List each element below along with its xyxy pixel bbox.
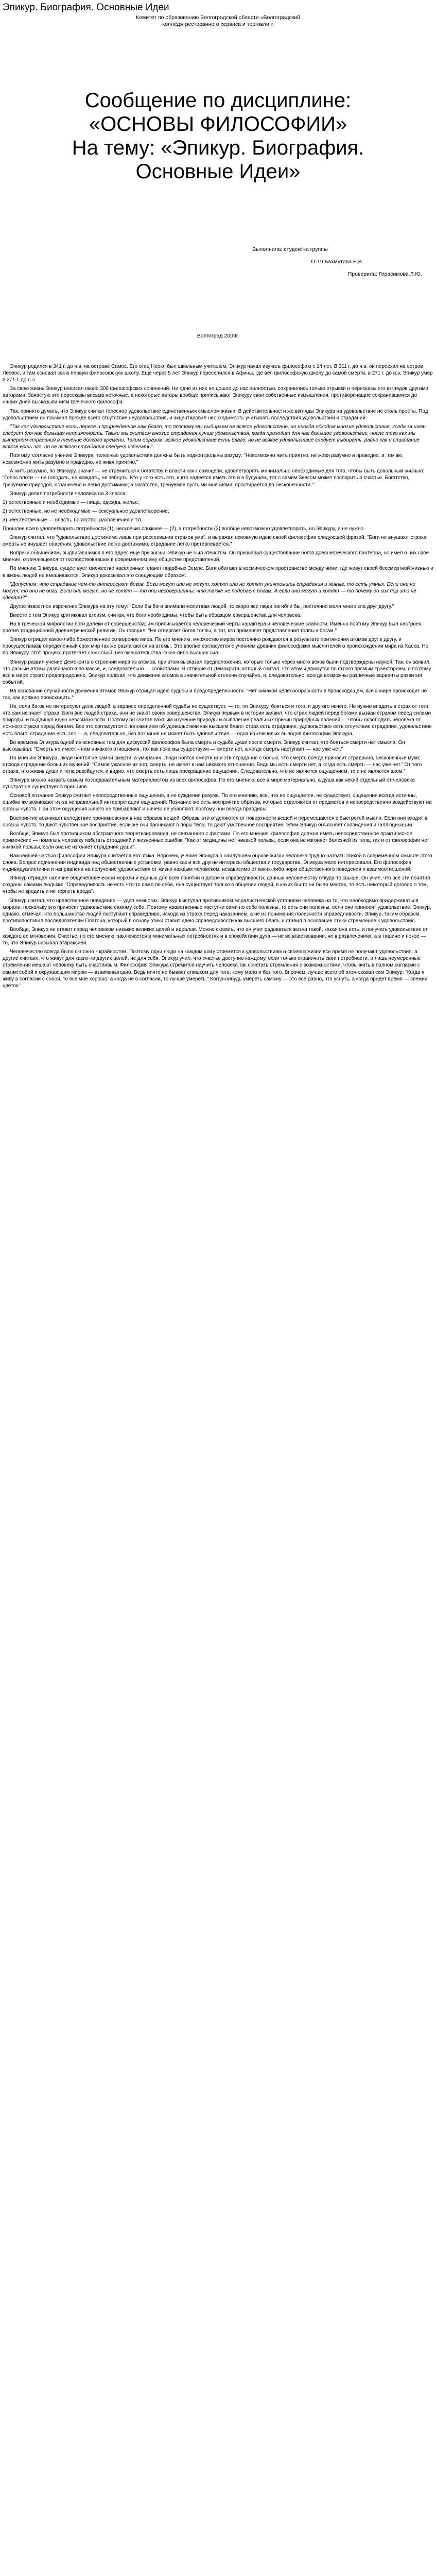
paragraph: Основой познания Эпикур считает непосредственные ощущения, а не суждения разума. По его мнению, все, что не ощущается, не существует, ощущения всегда истинны, ошибки же возникают из-за неправильной интерпретации ощущений. Познание же есть восприятие образов, которые отделяются от предметов и непосредственно воздействуют на органы чувств. При этом ощущения ничего не прибавляют и ничего не убавляют, поэтому они всегда правдивы. <box>3 793 432 812</box>
paragraph: Эпикур отрицал какое-либо божественное сотворение мира. По его мнению, множество миров постоянно рождаются в результате притяжения атомов друг к другу, и просуществовав определенный срок мир так же разлагаются на атомы. Это вполне согласуется с учением древних философских мыслителей о происхождении мира из Хаоса. Но, по Эпикуру, этот процесс протекает сам собой, без вмешательства каких-либо высших сил. <box>3 637 430 656</box>
paragraph: На основании случайности движения атомов Эпикур отрицал идею судьбы и предопределенности. "Нет никакой целесообразности в происходящем, все в мире происходит не так, как должно происходить." <box>3 688 427 701</box>
paragraph: Поэтому, согласно учению Эпикура, телесные удовольствия должны быть подконтрольны разуму: "Невозможно жить приятно, не живя разумно и праведно, и, так же, невозможно жить разумно и праведно, не живя приятно." <box>3 453 404 466</box>
paragraph: Эпикура можно назвать самым последовательным материалистом из всех философов. По его мнению, все в мире материально, а душа как некий отдельный от человека субстрат не существует в принципе. <box>3 777 415 790</box>
paragraph: Другое известное изречение Эпикура на эту тему: "Если бы боги внимали молитвам людей, то скоро все люди погибли бы, постоянно моля много зла друг другу." <box>10 603 394 609</box>
body-text <box>3 363 433 991</box>
paragraph: А жить разумно, по Эпикуру, значит — не стремиться к богатству и власти как к самоцели, удовлетворять минимально необходимые для того, чтобы быть довольным жизнью: "Голос плоти — не голодать, не жаждать, не зябнуть. Кто у кого есть это, и кто надеется иметь это и в будущем, тот с самим Зевсом может поспорить о счастье. Богатство, требуемое природой, ограничено и легко достижимо; а богатство, требуемое пустыми мнениями, простирается до бесконечности." <box>3 468 424 488</box>
signature-author-label: Выполнила: студентка группы <box>252 246 328 252</box>
paragraph: Эпикур отрицал наличие общечеловеческой морали и единых для всех понятий о добре и справедливости, данных человечеству откуда-то свыше. Он учил, что все эти понятия созданы самими людьми: "Справедливость не есть что-то само по себе, она существует только в общении людей, в каких бы то ни было местах, то есть некоторый договор о том, чтобы не вредить и не терпеть вреда". <box>3 875 430 895</box>
paragraph: По мнению Эпикура, люди боятся не самой смерти, а умирания. Люди боятся смерти или эти страдания с болью, что смерть всегда приносит страдания, бесконечные муки; отсюда страдание больших мучений: "Самое ужасное из зол, смерть, не имеет к нам никакого отношения. Ведь мы есть смерти нет, а когда есть смерть — нас уже нет." От того страха, что жизнь души и тела разойдутся, и видно, что смерть есть лишь прекращение ощущения. Следовательно, что не является ощущением, то и не является злом." <box>3 755 422 774</box>
main-title-line-2: «ОСНОВЫ ФИЛОСОФИИ» <box>89 113 347 135</box>
main-title-line-3: На тему: «Эпикур. Биография. <box>72 137 364 159</box>
signature-reviewer: Проверила: Герасимова Л.Ю. <box>347 271 422 277</box>
paragraph: Эпикур считал, что "удовольствие достижимо лишь при рассеивании страхов ума", и выражал основную идею своей философии следующей фразой: "Боги не внушают страха, смерть не внушает опасения, удовольствие легко достижимо, страдание легко претерпевается." <box>3 535 428 548</box>
paragraph: Вообще, Эпикур не ставит перед человеком никаких великих целей и идеалов. Можно сказать, что он учит радоваться жизни такой, какая она есть, и получать удовольствие от каждого ее мгновения. Счастье, по его мнению, заключается в минимальных потребностях и в спокойствии духа — не во властвовании, не в развлечениях, а в тишине и покое — то, что Эпикур называл атараксией. <box>3 926 428 946</box>
paragraph: Вообще, Эпикур был противником абстрактного теоретизирования, не связанного с фактами. По его мнению, философия должна иметь непосредственное практическое применение — помогать человеку избегать страданий и жизненных ошибок: "Как от медицины нет никакой пользы, если она не изгоняет болезней из тела, так и от философии нет никакой пользы, если она не изгоняет страдания души". <box>3 831 429 850</box>
paragraph: Вместе с тем Эпикур критиковал атеизм, считая, что боги необходимы, чтобы быть образцом совершенства для человека. <box>10 613 302 618</box>
paragraph: Так, принято думать, что Эпикур считал телесное удовольствие единственным смыслом жизни. В действительности же взгляды Эпикура на удовольствие не столь просты. Под удовольствием он понимал прежде всего отсутствие неудовольствия, и акцентировал необходимость учитывать последствия удовольствий и страданий: <box>3 408 428 421</box>
paragraph: Во времена Эпикура одной из основных тем для дискуссий философов была смерть и судьба души после смерти. Эпикур считал, что бояться смерти нет смысла. Он высказывал: "Смерть не имеет к нам никакого отношения, так как пока мы существуем — смерти нет, а когда смерть наступает — нас уже нет." <box>3 739 405 752</box>
paragraph: По мнению Эпикура, существует множество населенных планет подобных Земле. Боги обитают в космическом пространстве между ними, где живут своей бессмертной жизнью и в жизнь людей не вмешиваются. Эпикур доказывал это следующим образом: <box>3 566 433 579</box>
paragraph: "Допустим, что страдание чем-то интересуют богов. Боги могут или не могут, хотят или не хотят уничтожить страдания и живые, то есть умных. Если они не могут, то они не боги. Если они могут, но не хотят — то они несовершенны, что также не подобает богам. А если они могут и хотят — то почему до сих пор это не сделали?" <box>3 581 416 601</box>
signature-block <box>252 246 422 283</box>
paragraph: Эпикур родился в 341 г. до н.э. на острове Самос. Его отец Неокл был школьным учителем. Эпикур начал изучать философию с 14 лет. В 311 г. до н.э. он переехал на остров Лесбос, и там основал свою первую философскую школу. Еще через 5 лет Эпикур переселился в Афины, где вел философскую школу до самой смерти, в 271 г. до н.э. Эпикур умер в 271 г. до н.э. <box>3 364 433 383</box>
paragraph: Эпикур делил потребности человека на 3 класса: <box>10 490 127 497</box>
paragraph: Эпикур считал, что нравственное поведение — удел немногих. Эпикур выступал противником моралистической установки человека на то, что необходимо придерживаться морали, поскольку это приносит удовольствие самому себе. Поэтому нравственные поступки сами по себе полезны, то есть они полезны, если они приносят удовольствие. Эпикур, однако, отмечал, что большинство людей поступают справедливо, исходя из страха перед наказанием, а не из понимания полезности справедливости. Эпикур, таким образом, противопоставил последователям Платона, который в основу этики ставит идею справедливости как высшего блага, и ставил в основание этики стремление к удовольствию. <box>3 897 431 924</box>
city-year: Волгоград 2009г. <box>197 333 239 339</box>
paragraph: Но, если богов не интересуют дела людей, а заранее определенной судьбы не существует, — то, по Эпикуру, бояться и того, и другого нечего. Не нужно впадать в страх от того, что сам не знает страха. Боги вне людей страха, они не знают своих совершенства. Эпикур первым в истории заявил, что страх людей перед богами вызван страхом перед силами природы, и выдвинул идею невозможности. Поэтому он считал важным изучение природы и выявление реальных причин природных явлений — чтобы освободить человека от ложного страха перед богами. Все это согласуется с положением об удовольствии как высшем благе: страх есть страдание, удовольствие есть отсутствие страдания, удовольствие есть благо, страдание есть зло — а, следовательно, без познания не может быть удовольствия — одна из ключевых выводов философии Эпикура. <box>3 704 432 737</box>
paragraph: 1) естественные и необходимые — пища, одежда, жилье; <box>3 499 139 505</box>
signature-author-name: О-19 Бахмутова Е.В. <box>311 259 363 265</box>
paragraph: Но в греческой мифологии боги далеки от совершенства: им приписывается человеческий черты характера и человеческие слабости. Именно поэтому Эпикур был настроен против традиционной древнегреческой религии. Он говорил: "Не отвергает богов толпы, а тот, кто применяет представления толпы к богам." <box>3 621 422 634</box>
committee-header <box>31 14 405 28</box>
paragraph: 3) неестественные — власть, богатство, развлечения и т.п. <box>3 517 143 523</box>
committee-line-1: Комитет по образованию Волгоградской области «Волгоградский <box>136 14 300 21</box>
paragraph: Человечество всегда было склонно к крайностям. Поэтому одни люди на каждом шагу стремятся к удовольствиям и своем в жизни все время не получают удовольствия, а другие считают, что живут для каких-то других целей, не для себя. Эпикур учил, что счастье доступно каждому, если только ограничить свои потребности, и лишь неумеренные стремления мешают человеку быть счастливым. Философия Эпикура стремится научить человека так сочетать стремления с возможностями, чтобы жить в полном согласии с самим собой и окружающим миром — взаимовыгодно. Ведь ничто не бывает слишком для того, кому мало и без того. Впрочем, лучше всего об этом сказал сам Эпикур: "Когда я живу в согласии с собой, то всё мне хорошо, а когда не в согласии, то лучше умереть." Когда-нибудь умереть самому — это все равно, что уснуть, а когда придет время — свежий цветок." <box>3 949 428 989</box>
document-heading: Эпикур. Биография. Основные Идеи <box>3 2 169 13</box>
paragraph: Эпикур развил учение Демокрита о строении мира из атомов, при этом высказал предположения, которые только через много веков были подтверждены наукой. Так, он заявил, что разные атомы различаются по массе, и, следовательно — свойствами. В отличие от Демокрита, который считал, что атомы движутся по строго прямым траекториям, и поэтому все в мире строго предопределено, Эпикур полагал, что движение атомов в значительной степени случайно, и, следовательно, всегда возможны различные варианты развития событий. <box>3 659 431 685</box>
paragraph: Важнейшей частью философии Эпикура считается его этика. Впрочем, учение Эпикура о наилучшем образе жизни человека трудно назвать этикой в современном смысле этого слова. Вопрос подчинения индивида под общественные установки, равно как и все другие интересы общества и государства, Эпикура мало интересовали. Его философия индивидуалистична и направлена на получение удовольствия от жизни каждым человеком, независимо от каких-либо норм общественного поведения и взаимоотношений. <box>3 853 432 873</box>
paragraph: Восприятие возникает вследствие проникновения в нас образов вещей. Образы эти отделяются от поверхности вещей и перемещаются с быстротой мысли. Если они входят в органы чувств, то дают чувственное восприятие, если же они проникают в поры тела, то дают умственное восприятие. Этим Эпикур объясняет сновидения и галлюцинации. <box>3 815 428 828</box>
paragraph: 2) естественные, но не необходимые — сексуальное удовлетворение; <box>3 508 169 514</box>
main-title-line-4: Основные Идеи» <box>135 160 301 183</box>
committee-line-2: колледж ресторанного сервиса и торговли » <box>162 21 274 27</box>
paragraph: Вопреки обвинениям, выдвигавшимся в его адрес еще при жизни, Эпикур не был атеистом. Он признавал существование богов древнегреческого пантеона, но имел о них свое мнение, отличающееся от господствовавших в современном ему обществе представлений. <box>3 550 429 563</box>
paragraph: Прошлее всего удовлетворить потребности (1), несколько сложнее — (2), а потребности (3) вообще невозможно удовлетворить, но Эпикуру, и не нужно. <box>3 526 365 532</box>
main-title-line-1: Сообщение по дисциплине: <box>84 89 352 112</box>
main-title <box>10 89 426 183</box>
paragraph: За свою жизнь Эпикур написал около 300 философских сочинений. Ни одно из них не дошло до нас полностью, сохранились только отрывки и пересказы его взглядов другими авторами. Зачастую это пересказы весьма неточные, а некоторые авторы вообще приписывают Эпикуру свои собственные измышления, противоречащие сохранившимся до наших дней высказываниям греческого философа. <box>3 386 428 405</box>
paragraph: "Так как удовольствие есть первое и прирожденное нам благо, то поэтому мы выбираем не всякое удовольствие, но иногда обходим многие удовольствия, когда за ними следует для нас большая неприятность. Также мы считаем многие страдания лучше удовольствия, когда приходит для нас большое удовольствие, после того как мы вытерпим страдания в течение долгого времени. Таким образом, всякое удовольствие есть благо, но не всякое удовольствие следует выбирать, равно как и страдание всякое есть зло, но не всякого страдания следует избегать". <box>3 423 426 450</box>
